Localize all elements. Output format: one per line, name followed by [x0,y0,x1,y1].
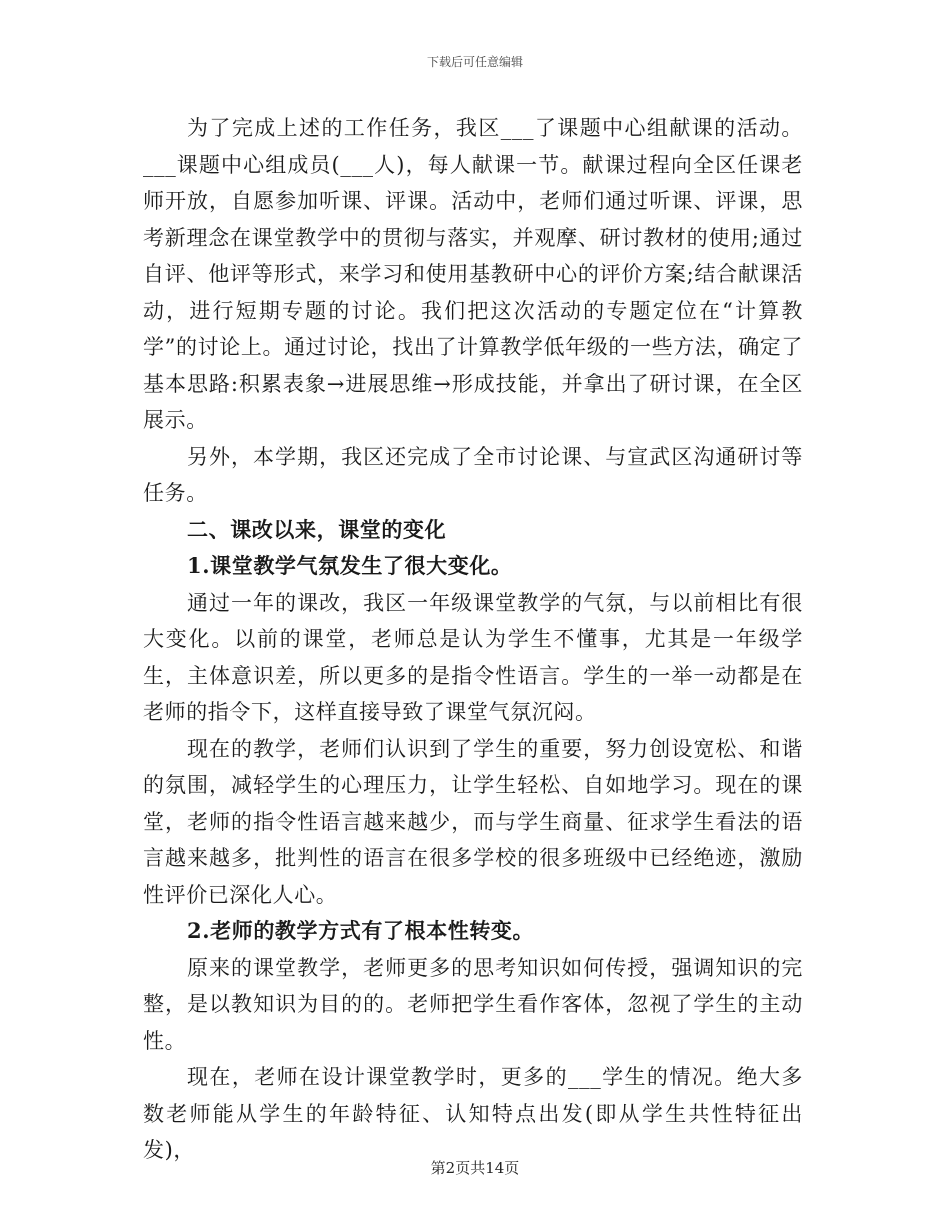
paragraph: 原来的课堂教学，老师更多的思考知识如何传授，强调知识的完整，是以教知识为目的的。老师把学生看作客体，忽视了学生的主动性。 [143,955,803,1053]
subsection-heading-2: 2.老师的教学方式有了根本性转变。 [187,918,535,943]
paragraph: 为了完成上述的工作任务，我区___了课题中心组献课的活动。___课题中心组成员(___人)，每人献课一节。献课过程向全区任课老师开放，自愿参加听课、评课。活动中，老师们通过听课、评课，思考新理念在课堂教学中的贯彻与落实，并观摩、研讨教材的使用;通过自评、他评等形式，来学习和使用基教研中心的评价方案;结合献课活动，进行短期专题的讨论。我们把这次活动的专题定位在“计算教学”的讨论上。通过讨论，找出了计算教学低年级的一些方法，确定了基本思路:积累表象→进展思维→形成技能，并拿出了研讨课，在全区展示。 [143,116,803,432]
page-footer: 第2页共14页 [430,1159,520,1177]
paragraph: 现在的教学，老师们认识到了学生的重要，努力创设宽松、和谐的氛围，减轻学生的心理压力，让学生轻松、自如地学习。现在的课堂，老师的指令性语言越来越少，而与学生商量、征求学生看法的语言越来越多，批判性的语言在很多学校的很多班级中已经绝迹，激励性评价已深化人心。 [143,736,803,907]
paragraph: 另外，本学期，我区还完成了全市讨论课、与宣武区沟通研讨等任务。 [143,444,803,505]
paragraph: 通过一年的课改，我区一年级课堂教学的气氛，与以前相比有很大变化。以前的课堂，老师总是认为学生不懂事，尤其是一年级学生，主体意识差，所以更多的是指令性语言。学生的一举一动都是在老师的指令下，这样直接导致了课堂气氛沉闷。 [143,590,803,724]
paragraph: 现在，老师在设计课堂教学时，更多的___学生的情况。绝大多数老师能从学生的年龄特征、认知特点出发(即从学生共性特征出发)， [143,1065,803,1162]
page-header: 下载后可任意编辑 [426,55,523,69]
subsection-heading-1: 1.课堂教学气氛发生了很大变化。 [187,553,513,578]
section-heading: 二、课改以来，课堂的变化 [187,516,447,542]
document-body [143,110,803,1169]
